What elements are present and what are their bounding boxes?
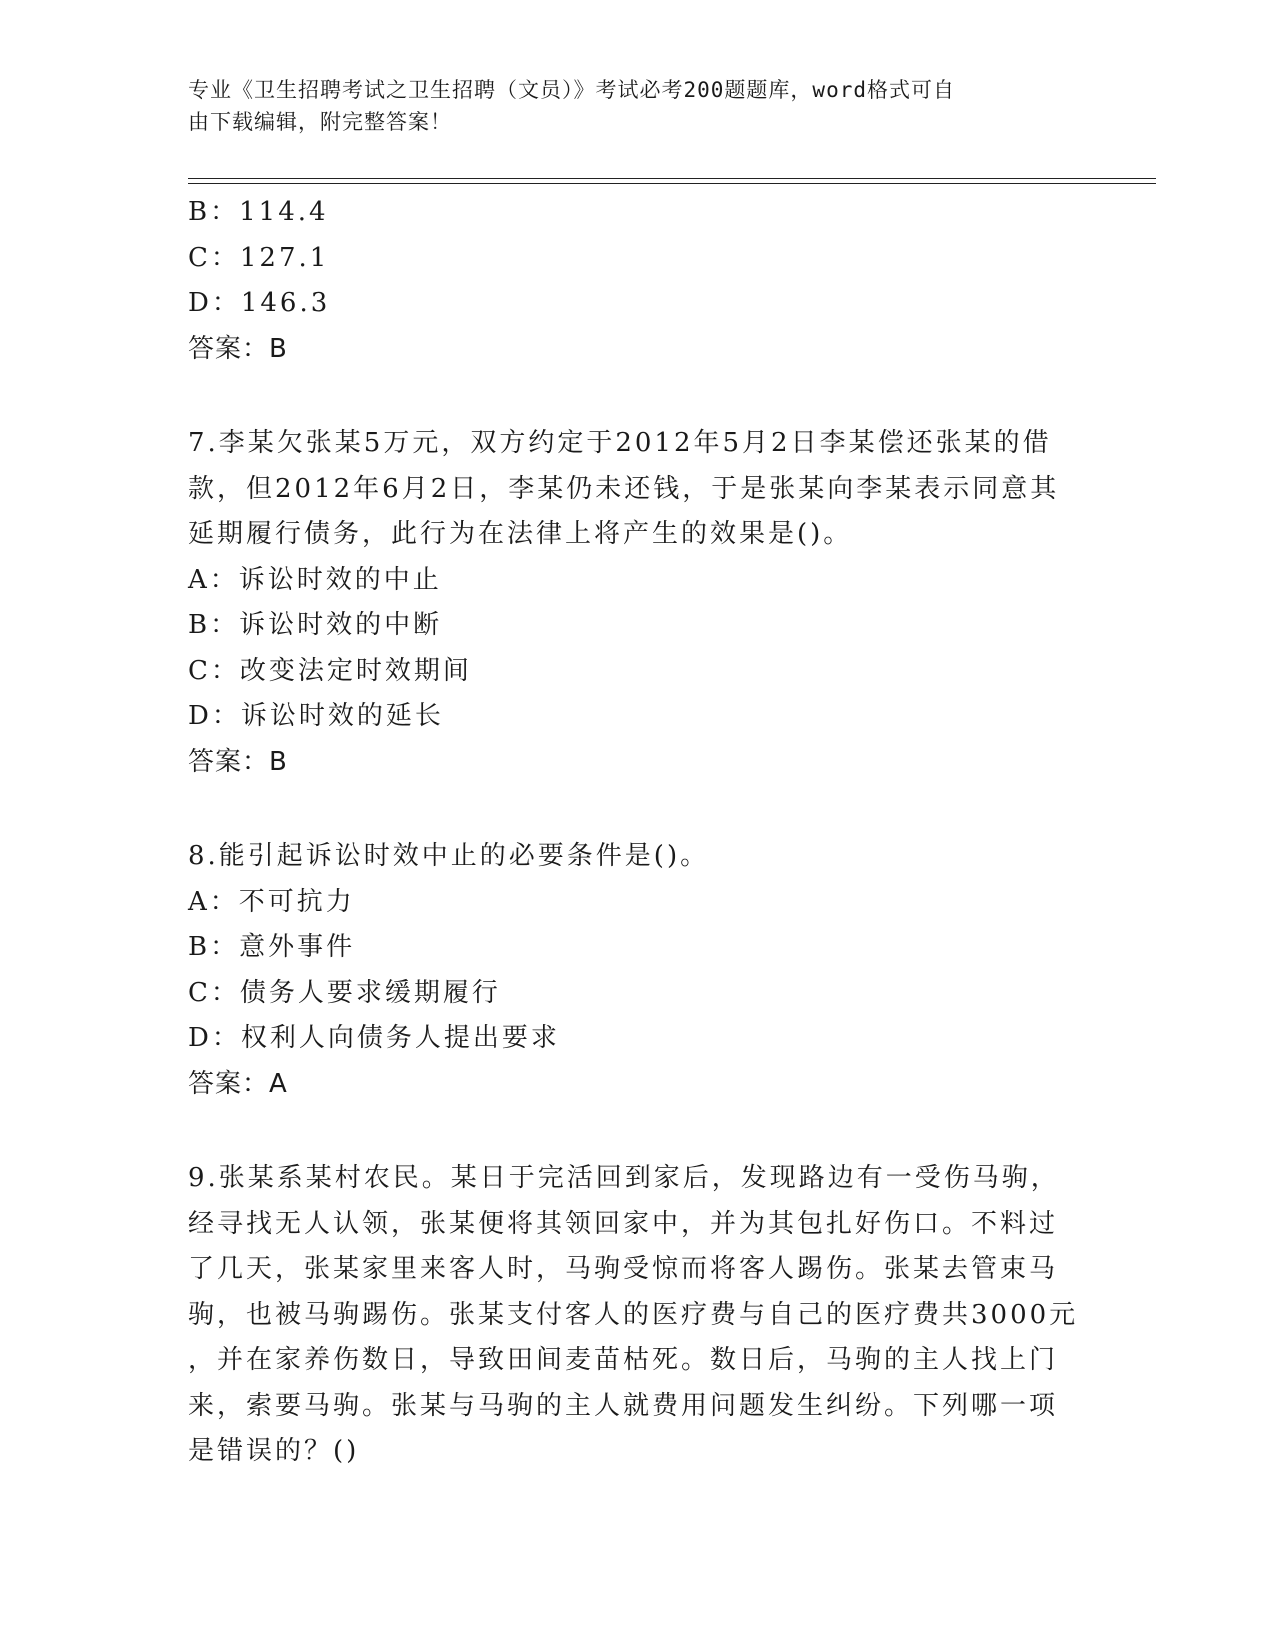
question-8 xyxy=(188,834,1088,1107)
answer-line: 答案：B xyxy=(188,333,288,364)
option-c: C：改变法定时效期间 xyxy=(188,655,472,686)
option-a: A：诉讼时效的中止 xyxy=(188,564,442,595)
question-stem-line: 款，但2012年6月2日，李某仍未还钱，于是张某向李某表示同意其 xyxy=(188,473,1060,504)
question-stem-line: 了几天，张某家里来客人时，马驹受惊而将客人踢伤。张某去管束马 xyxy=(188,1254,1059,1284)
question-stem-line: 驹，也被马驹踢伤。张某支付客人的医疗费与自己的医疗费共3000元 xyxy=(188,1299,1079,1330)
option-c: C：127.1 xyxy=(188,242,330,273)
page-header xyxy=(188,74,1068,138)
question-stem-line: ，并在家养伤数日，导致田间麦苗枯死。数日后，马驹的主人找上门 xyxy=(188,1345,1059,1375)
option-d: D：146.3 xyxy=(188,288,331,318)
carryover-block xyxy=(188,190,1088,372)
option-b: B：114.4 xyxy=(188,197,329,227)
option-d: D：诉讼时效的延长 xyxy=(188,701,444,731)
question-stem-line: 9.张某系某村农民。某日于完活回到家后，发现路边有一受伤马驹， xyxy=(188,1163,1060,1193)
header-line-2: 由下载编辑，附完整答案！ xyxy=(188,110,452,134)
question-stem-line: 经寻找无人认领，张某便将其领回家中，并为其包扎好伤口。不料过 xyxy=(188,1208,1059,1239)
answer-line: 答案：B xyxy=(188,746,288,777)
option-b: B：诉讼时效的中断 xyxy=(188,610,443,640)
question-stem-line: 是错误的？() xyxy=(188,1436,360,1466)
header-rule-bottom xyxy=(188,183,1156,184)
option-b: B：意外事件 xyxy=(188,932,356,962)
question-stem-line: 延期履行债务，此行为在法律上将产生的效果是()。 xyxy=(188,519,853,549)
option-d: D：权利人向债务人提出要求 xyxy=(188,1023,560,1053)
answer-line: 答案：A xyxy=(188,1068,288,1099)
document-body xyxy=(188,190,1088,1475)
question-9 xyxy=(188,1156,1088,1475)
header-rule-top xyxy=(188,178,1156,179)
question-stem-line: 8.能引起诉讼时效中止的必要条件是()。 xyxy=(188,841,710,871)
question-7 xyxy=(188,421,1088,785)
question-stem-line: 7.李某欠张某5万元，双方约定于2012年5月2日李某偿还张某的借 xyxy=(188,428,1052,458)
option-c: C：债务人要求缓期履行 xyxy=(188,977,501,1008)
question-stem-line: 来，索要马驹。张某与马驹的主人就费用问题发生纠纷。下列哪一项 xyxy=(188,1390,1059,1421)
header-line-1: 专业《卫生招聘考试之卫生招聘（文员）》考试必考200题题库，word格式可自 xyxy=(188,78,955,102)
option-a: A：不可抗力 xyxy=(188,886,355,917)
